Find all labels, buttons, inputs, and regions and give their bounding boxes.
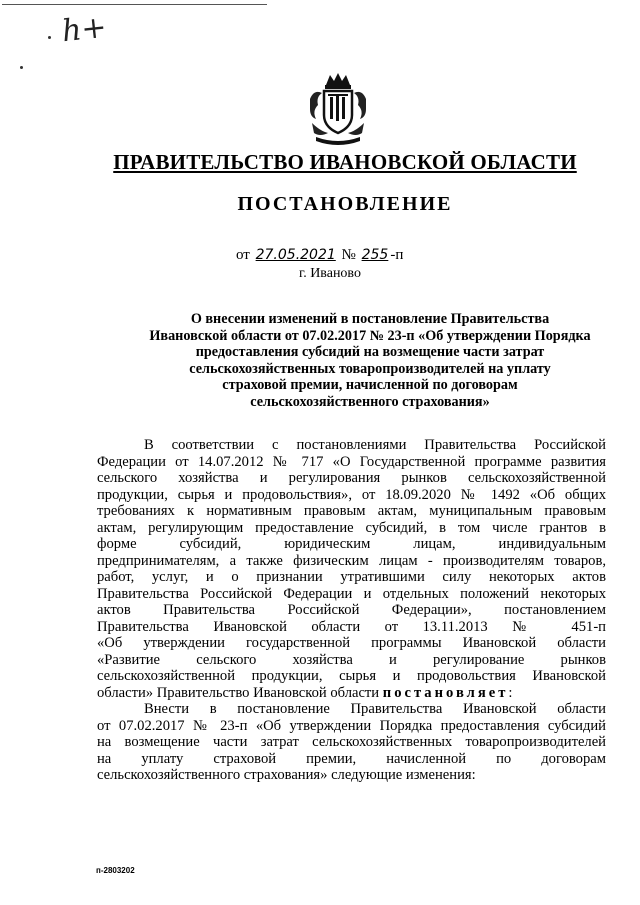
body-line: требованиях к нормативным правовым актам, муниципальным правовым	[97, 503, 606, 519]
body-line: форме субсидий, юридическим лицам, индивидуальным	[97, 536, 606, 552]
heading-line: страховой премии, начисленной по договорам	[222, 377, 518, 393]
document-heading	[60, 311, 640, 410]
document-body	[97, 437, 606, 784]
body-line: на возмещение части затрат сельскохозяйственных товаропроизводителей	[97, 734, 606, 750]
scan-artifact-line	[2, 4, 267, 5]
handwritten-mark: h+	[60, 9, 109, 50]
scan-dot	[48, 36, 51, 39]
body-line: Правительства Российской Федерации и отдельных положений некоторых	[97, 585, 606, 602]
footer-code: п-2803202	[96, 866, 135, 875]
heading-line: сельскохозяйственных товаропроизводителей на уплату	[189, 360, 551, 377]
body-line: от 07.02.2017 № 23-п «Об утверждении Порядка предоставления субсидий	[97, 717, 606, 734]
heading-line: предоставления субсидий на возмещение части затрат	[195, 344, 545, 360]
body-line: работ, услуг, и о признании утратившими силу некоторых актов	[97, 569, 606, 585]
body-line: «Развитие сельского хозяйства и регулирование рынков	[97, 651, 606, 668]
body-line: предпринимателям, а также физическим лицам - производителям товаров,	[97, 552, 606, 569]
body-line: Федерации от 14.07.2012 № 717 «О Государственной программе развития	[97, 453, 606, 470]
resolution-keyword: постановляет	[382, 684, 509, 701]
document-city: г. Иваново	[299, 266, 361, 281]
body-line: на уплату страховой премии, начисленной по договорам	[97, 750, 606, 767]
resolution-prefix: области» Правительство Ивановской области	[97, 684, 380, 701]
body-line: В соответствии с постановлениями Правительства Российской	[144, 437, 606, 453]
government-title: ПРАВИТЕЛЬСТВО ИВАНОВСКОЙ ОБЛАСТИ	[113, 150, 577, 174]
number-label: №	[341, 247, 356, 263]
scan-dot	[20, 66, 23, 69]
heading-line: сельскохозяйственного страхования»	[250, 393, 490, 410]
from-label: от	[236, 247, 250, 263]
body-line: актов Правительства Российской Федерации», постановлением	[97, 602, 606, 618]
body-line: сельского хозяйства и регулирования рынков сельскохозяйственной	[97, 470, 606, 486]
document-number: 255	[361, 247, 389, 263]
body-line: Внести в постановление Правительства Ивановской области	[144, 701, 606, 717]
body-line: сельскохозяйственного страхования» следующие изменения:	[97, 767, 476, 783]
body-line: «Об утверждении государственной программы Ивановской области	[97, 635, 606, 651]
body-line: Правительства Ивановской области от 13.11.2013 № 451-п	[97, 618, 606, 635]
document-type: ПОСТАНОВЛЕНИЕ	[237, 193, 453, 215]
heading-line: Ивановской области от 07.02.2017 № 23-п «Об утверждении Порядка	[149, 327, 591, 344]
heading-line: О внесении изменений в постановление Правительства	[190, 311, 550, 327]
body-line-resolution	[97, 685, 606, 702]
number-suffix: -п	[390, 247, 404, 263]
resolution-suffix: :	[508, 684, 513, 701]
document-date-number	[236, 247, 403, 264]
body-line: продукции, сырья и продовольствия», от 18.09.2020 № 1492 «Об общих	[97, 486, 606, 503]
coat-of-arms-icon	[306, 71, 370, 147]
body-line: актам, регулирующим предоставление субсидий, в том числе грантов в	[97, 519, 606, 536]
body-line: сельскохозяйственной продукции, сырья и продовольствия Ивановской	[97, 668, 606, 684]
document-date: 27.05.2021	[255, 247, 336, 263]
